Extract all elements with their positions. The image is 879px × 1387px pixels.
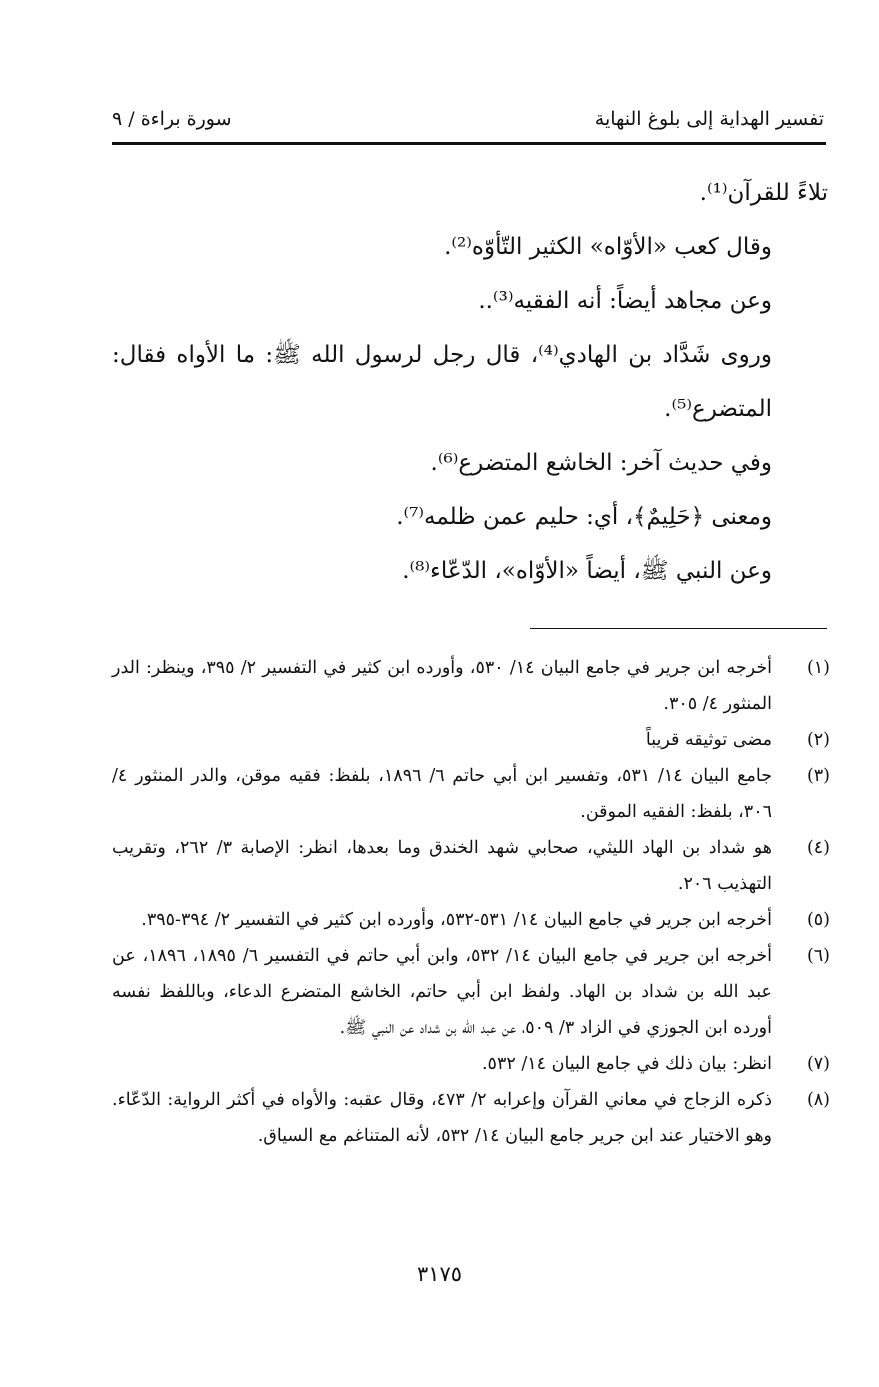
footnote-number: (٨) [806, 1090, 830, 1110]
page-number: ٣١٧٥ [416, 1262, 463, 1286]
footnote-text: مضى توثيقه قريباً [645, 730, 772, 750]
paragraph: وروى شَدَّاد بن الهادي⁽⁴⁾، قال رجل لرسول الله ﷺ: ما الأواه فقال: المتضرع⁽⁵⁾. [112, 342, 772, 422]
header-divider [112, 142, 826, 145]
footnote-number: (٦) [806, 946, 830, 966]
footnote-item [112, 902, 830, 938]
footnote-item [112, 1046, 830, 1082]
footnote-text: أخرجه ابن جرير في جامع البيان ١٤/ ٥٣١-٥٣٢، وأورده ابن كثير في التفسير ٢/ ٣٩٤-٣٩٥. [141, 910, 772, 930]
footnote-text: أخرجه ابن جرير في جامع البيان ١٤/ ٥٣٢، وابن أبي حاتم في التفسير ٦/ ١٨٩٥، ١٨٩٦، عن عبد الله بن شداد بن الهاد. ولفظ ابن أبي حاتم، الخاشع المتضرع الدعاء، وباللفظ نفسه أورده ابن الجوزي في الزاد ٣/ ٥٠٩، عن عبد الله بن شداد عن النبي ﷺ. [112, 946, 773, 1038]
footnote-text: هو شداد بن الهاد الليثي، صحابي شهد الخندق وما بعدها، انظر: الإصابة ٣/ ٢٦٢، وتقريب التهذيب ٢٠٦. [112, 838, 772, 894]
paragraph: وقال كعب «الأوّاه» الكثير التّأوّه⁽²⁾. [444, 234, 772, 260]
paragraph: ومعنى ﴿حَلِيمٌ﴾، أي: حليم عمن ظلمه⁽⁷⁾. [396, 504, 772, 530]
book-title: تفسير الهداية إلى بلوغ النهاية [594, 108, 824, 130]
footnote-text: انظر: بيان ذلك في جامع البيان ١٤/ ٥٣٢. [481, 1054, 772, 1074]
running-header [112, 102, 824, 136]
footnote-item [112, 830, 830, 902]
paragraph: وعن مجاهد أيضاً: أنه الفقيه⁽³⁾.. [478, 288, 772, 314]
footnote-text: ذكره الزجاج في معاني القرآن وإعرابه ٢/ ٤٧٣، وقال عقبه: والأواه في أكثر الرواية: الدّعّاء. وهو الاختيار عند ابن جرير جامع البيان ١٤/ ٥٣٢، لأنه المتناغم مع السياق. [112, 1090, 772, 1146]
footnote-number: (٤) [806, 838, 830, 858]
footnote-number: (٢) [806, 730, 830, 750]
footnote-item [112, 650, 830, 722]
footnote-item [112, 722, 830, 758]
footnote-item [112, 938, 830, 1046]
footnote-number: (١) [806, 658, 830, 678]
footnote-number: (٧) [806, 1054, 830, 1074]
paragraph: وعن النبي ﷺ، أيضاً «الأوّاه»، الدّعّاء⁽⁸⁾. [402, 558, 772, 584]
surah-section: سورة براءة / ٩ [112, 108, 232, 130]
footnote-number: (٥) [806, 910, 830, 930]
footnote-number: (٣) [806, 766, 830, 786]
footnote-item [112, 758, 830, 830]
paragraph: تلاءً للقرآن⁽¹⁾. [699, 180, 828, 206]
paragraph: وفي حديث آخر: الخاشع المتضرع⁽⁶⁾. [430, 450, 772, 476]
footnote-text: جامع البيان ١٤/ ٥٣١، وتفسير ابن أبي حاتم ٦/ ١٨٩٦، بلفظ: فقيه موقن، والدر المنثور ٤/ ٣٠٦، بلفظ: الفقيه الموقن. [112, 766, 773, 822]
footnote-item [112, 1082, 830, 1154]
footnotes [112, 650, 830, 1154]
footnote-divider [530, 628, 827, 629]
main-text [112, 166, 828, 598]
footnote-text: أخرجه ابن جرير في جامع البيان ١٤/ ٥٣٠، وأورده ابن كثير في التفسير ٢/ ٣٩٥، وينظر: الدر المنثور ٤/ ٣٠٥. [112, 658, 772, 714]
